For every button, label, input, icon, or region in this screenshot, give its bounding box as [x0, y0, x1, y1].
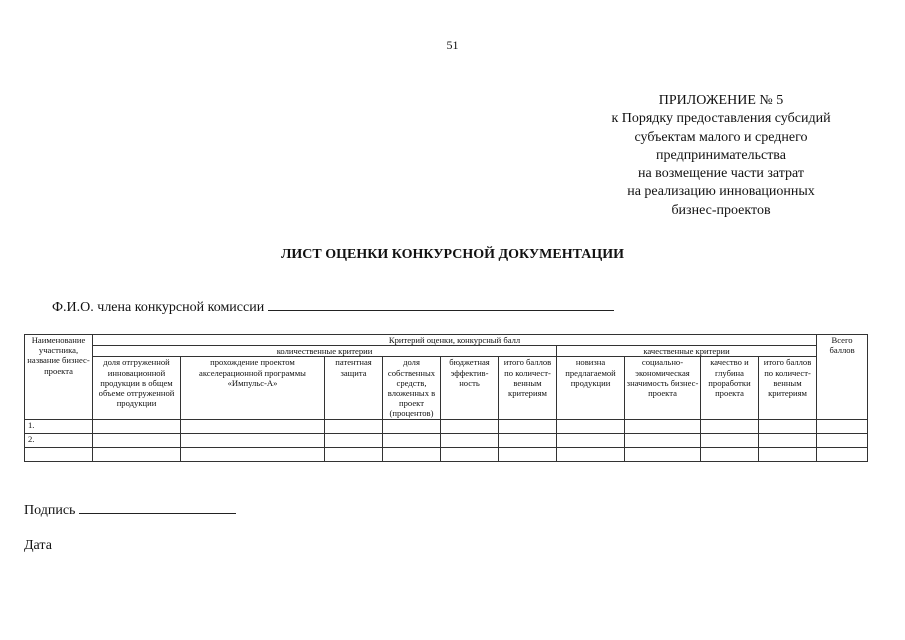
table-cell[interactable]: [325, 419, 383, 433]
row-number: [25, 447, 93, 461]
header-product-novelty: новизна предлагаемой продукции: [557, 357, 625, 419]
appendix-line: на возмещение части затрат: [637, 166, 805, 182]
header-participant-name: Наименование участника, название бизнес-проекта: [25, 335, 93, 420]
header-qualitative-criteria: качественные критерии: [557, 346, 817, 357]
table-cell[interactable]: [499, 433, 557, 447]
commission-member-line: [52, 299, 614, 316]
table-row: [25, 447, 868, 461]
signature-line: [24, 502, 236, 519]
appendix-line: бизнес-проектов: [671, 202, 771, 218]
header-total-points: Всего баллов: [817, 335, 868, 420]
table-cell[interactable]: [557, 447, 625, 461]
table-cell[interactable]: [383, 433, 441, 447]
document-title: ЛИСТ ОЦЕНКИ КОНКУРСНОЙ ДОКУМЕНТАЦИИ: [280, 247, 625, 262]
table-cell[interactable]: [181, 433, 325, 447]
header-qualitative-total: итого баллов по количест-венным критериям: [759, 357, 817, 419]
appendix-line: к Порядку предоставления субсидий: [611, 111, 831, 127]
table-cell[interactable]: [557, 419, 625, 433]
table-cell[interactable]: [93, 447, 181, 461]
table-cell[interactable]: [441, 447, 499, 461]
table-cell[interactable]: [441, 419, 499, 433]
table-row: [25, 433, 868, 447]
table-cell[interactable]: [701, 433, 759, 447]
table-cell[interactable]: [325, 447, 383, 461]
signature-blank-field[interactable]: [79, 502, 236, 514]
table-cell[interactable]: [325, 433, 383, 447]
table-cell[interactable]: [383, 447, 441, 461]
table-cell[interactable]: [557, 433, 625, 447]
header-project-quality: качество и глубина проработки проекта: [701, 357, 759, 419]
table-cell[interactable]: [759, 419, 817, 433]
date-label: Дата: [24, 538, 52, 553]
signature-label: Подпись: [24, 503, 76, 518]
row-number: 2.: [25, 433, 93, 447]
table-cell[interactable]: [499, 419, 557, 433]
appendix-line: ПРИЛОЖЕНИЕ № 5: [658, 93, 784, 108]
table-cell[interactable]: [625, 433, 701, 447]
table-cell[interactable]: [499, 447, 557, 461]
commission-member-blank-extension[interactable]: [554, 299, 614, 311]
table-cell[interactable]: [93, 419, 181, 433]
table-cell[interactable]: [701, 447, 759, 461]
header-quantitative-criteria: количественные критерии: [93, 346, 557, 357]
evaluation-table: [24, 334, 868, 462]
table-cell[interactable]: [625, 447, 701, 461]
table-cell[interactable]: [181, 447, 325, 461]
header-criteria: Критерий оценки, конкурсный балл: [93, 335, 817, 346]
table-cell[interactable]: [759, 447, 817, 461]
header-own-funds-share: доля собственных средств, вложенных в проект (процентов): [383, 357, 441, 419]
header-acceleration-program: прохождение проектом акселерационной программы «Импульс-А»: [181, 357, 325, 419]
appendix-line: предпринимательства: [656, 147, 786, 163]
header-socioeconomic-significance: социально-экономическая значимость бизнес-проекта: [625, 357, 701, 419]
table-cell[interactable]: [817, 433, 868, 447]
table-cell[interactable]: [817, 419, 868, 433]
appendix-line: на реализацию инновационных: [627, 184, 815, 200]
table-cell[interactable]: [759, 433, 817, 447]
header-innovative-share: доля отгруженной инновационной продукции в общем объеме отгруженной продукции: [93, 357, 181, 419]
page-number: 51: [446, 38, 459, 52]
appendix-line: субъектам малого и среднего: [634, 129, 808, 145]
header-budget-efficiency: бюджетная эффектив-ность: [441, 357, 499, 419]
table-cell[interactable]: [625, 419, 701, 433]
table-cell[interactable]: [181, 419, 325, 433]
table-cell[interactable]: [93, 433, 181, 447]
table-cell[interactable]: [383, 419, 441, 433]
appendix-block: [600, 92, 842, 220]
header-quantitative-total: итого баллов по количест-венным критериям: [499, 357, 557, 419]
commission-member-label: Ф.И.О. члена конкурсной комиссии: [52, 300, 265, 315]
table-cell[interactable]: [441, 433, 499, 447]
commission-member-blank-field[interactable]: [268, 299, 554, 311]
row-number: 1.: [25, 419, 93, 433]
table-cell[interactable]: [817, 447, 868, 461]
table-row: [25, 419, 868, 433]
table-cell[interactable]: [701, 419, 759, 433]
header-patent-protection: патентная защита: [325, 357, 383, 419]
